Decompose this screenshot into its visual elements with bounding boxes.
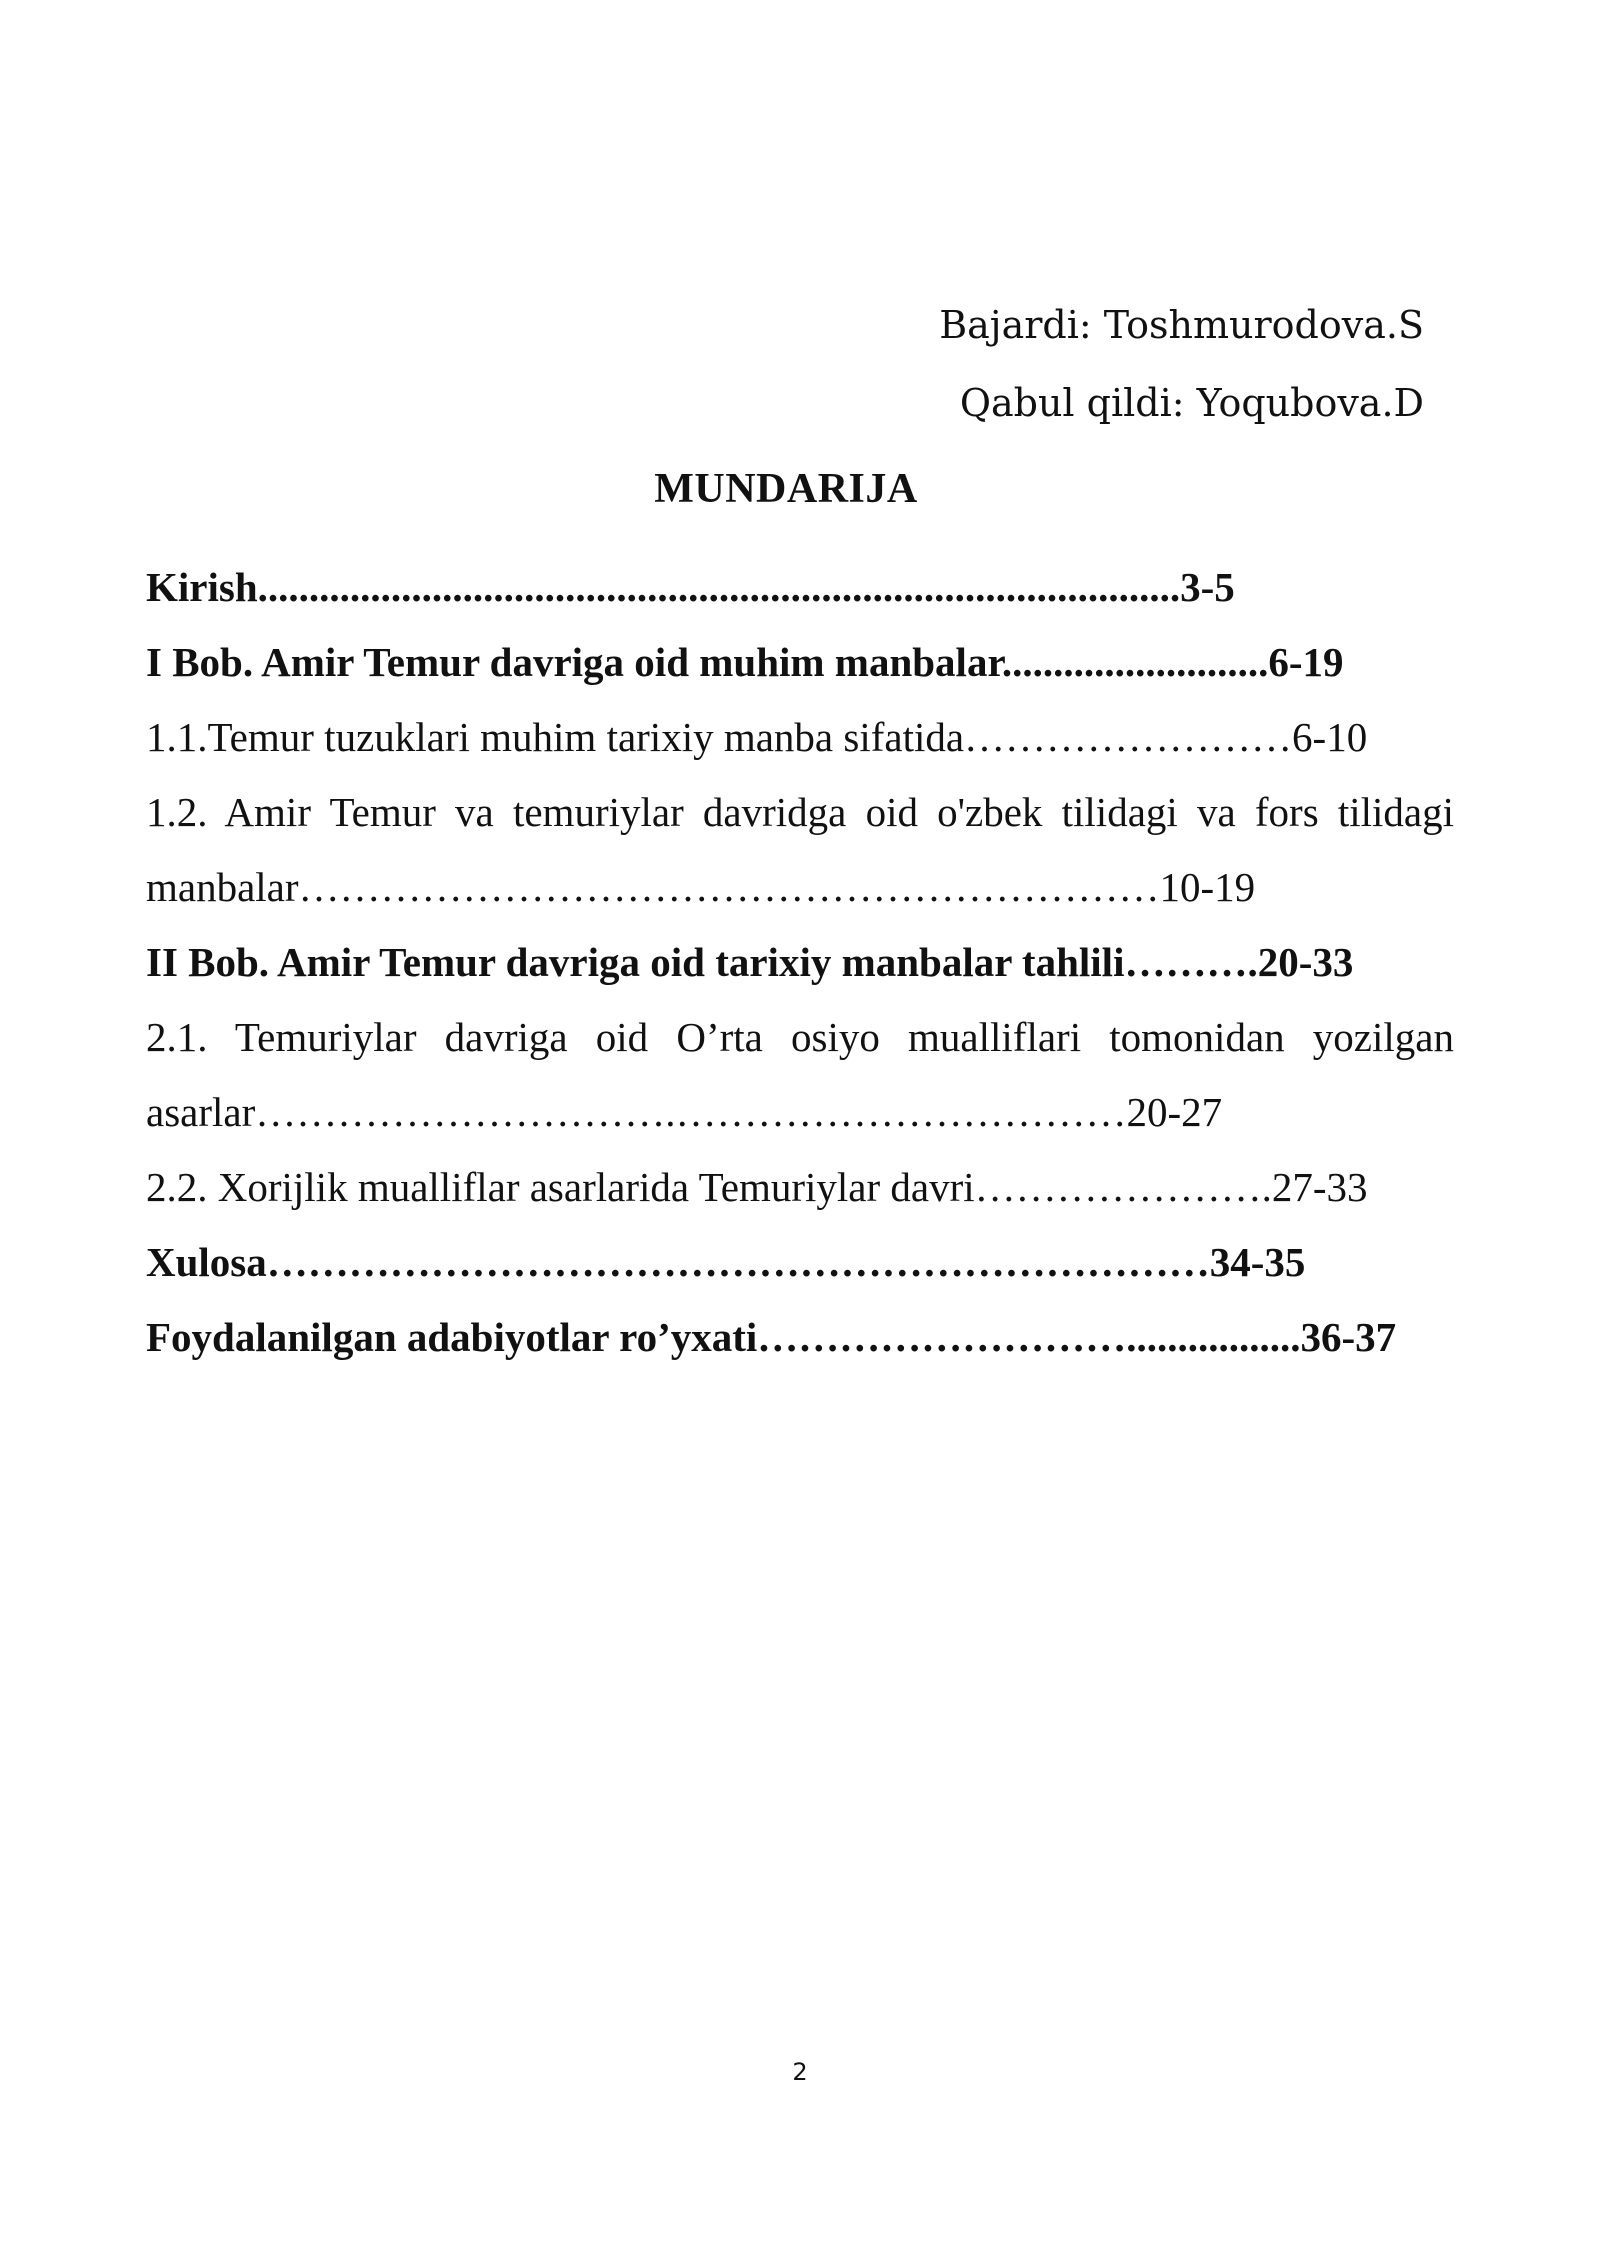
toc-entry-text-line-1: 1.2. Amir Temur va temuriylar davridga oid o'zbek tilidagi va fors tilidagi <box>146 789 1454 835</box>
toc-entry-section-2-1 <box>146 1000 1454 1150</box>
table-of-contents <box>146 550 1454 1375</box>
toc-entry-section-2-2 <box>146 1150 1454 1225</box>
toc-entry-text-line-2: asarlar………………………….……………………………20-27 <box>146 1089 1223 1135</box>
toc-entry-introduction <box>146 550 1454 625</box>
toc-entry-chapter-2 <box>146 925 1454 1000</box>
toc-entry-text: Xulosa……………………………………………………………34-35 <box>146 1239 1306 1285</box>
toc-entry-text: II Bob. Amir Temur davriga oid tarixiy manbalar tahlili……….20-33 <box>146 939 1354 985</box>
toc-entry-text: Kirish..........................................................................................3-5 <box>146 564 1235 610</box>
toc-entry-text-line-2: manbalar………………………………………………………10-19 <box>146 864 1256 910</box>
toc-entry-text-line-1: 2.1. Temuriylar davriga oid O’rta osiyo mualliflari tomonidan yozilgan <box>146 1014 1454 1060</box>
toc-entry-conclusion <box>146 1225 1454 1300</box>
toc-entry-text: Foydalanilgan adabiyotlar ro’yxati……………………….................36-37 <box>146 1314 1397 1360</box>
toc-entry-section-1-2 <box>146 775 1454 925</box>
toc-title: MUNDARIJA <box>654 466 918 512</box>
performed-by-line: Bajardi: Toshmurodova.S <box>939 303 1424 347</box>
toc-entry-chapter-1 <box>146 625 1454 700</box>
accepted-by-line: Qabul qildi: Yoqubova.D <box>959 381 1424 425</box>
toc-entry-text: 1.1.Temur tuzuklari muhim tarixiy manba sifatida……………………6-10 <box>146 714 1368 760</box>
page-number: 2 <box>792 2058 808 2086</box>
toc-entry-references <box>146 1300 1454 1375</box>
toc-entry-text: I Bob. Amir Temur davriga oid muhim manbalar..........................6-19 <box>146 639 1344 685</box>
toc-entry-text: 2.2. Xorijlik mualliflar asarlarida Temuriylar davri………………….27-33 <box>146 1164 1368 1210</box>
toc-entry-section-1-1 <box>146 700 1454 775</box>
